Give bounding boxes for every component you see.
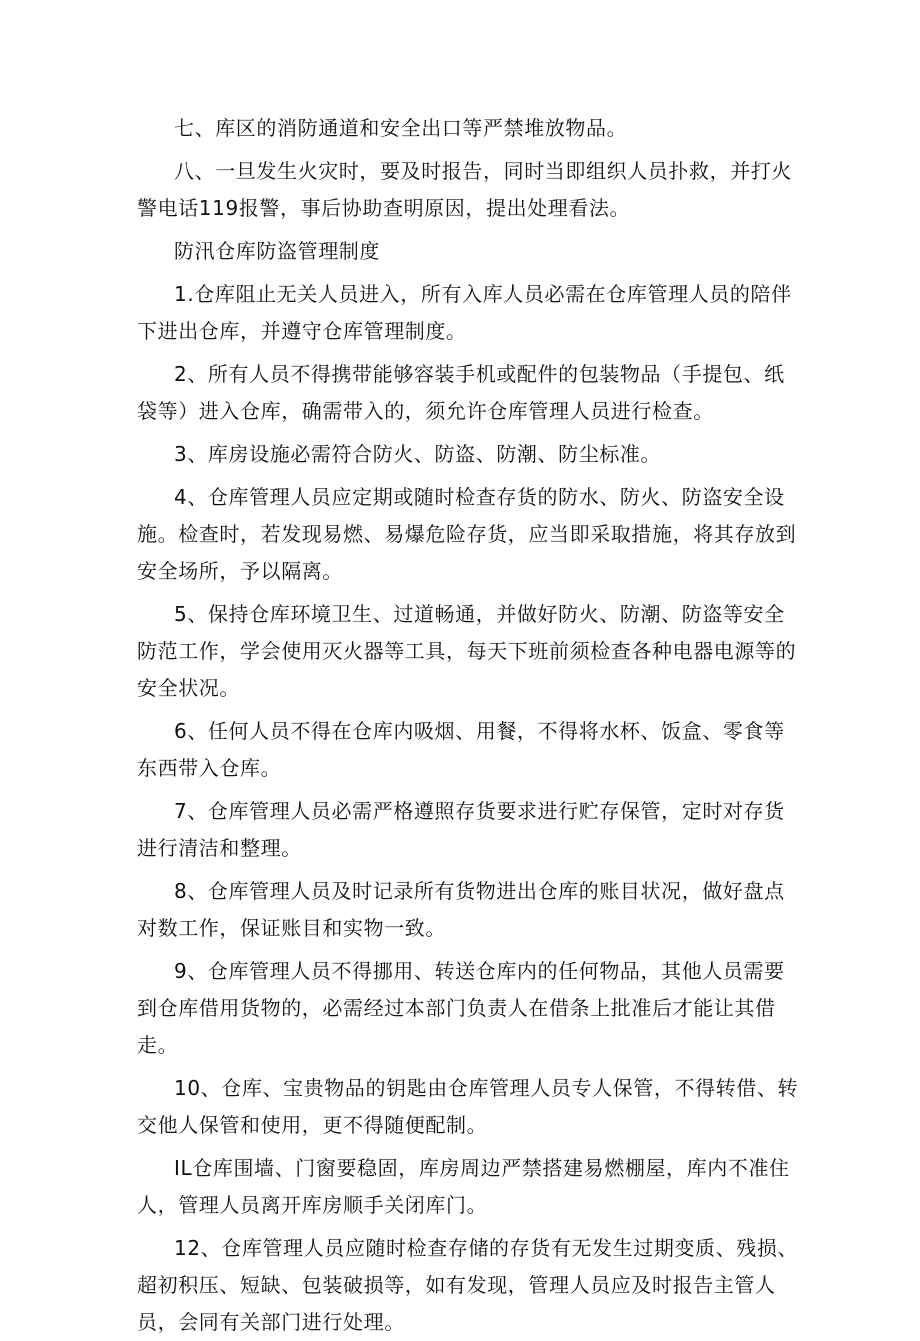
rule-item-9: 9、仓库管理人员不得挪用、转送仓库内的任何物品，其他人员需要到仓库借用货物的，必需经过本部门负责人在借条上批准后才能让其借走。 — [137, 959, 785, 1057]
paragraph-eight: 八、一旦发生火灾时，要及时报告，同时当即组织人员扑救，并打火警电话119报警，事后协助查明原因，提出处理看法。 — [137, 159, 792, 220]
rule-item-8: 8、仓库管理人员及时记录所有货物进出仓库的账目状况，做好盘点对数工作，保证账目和实物一致。 — [137, 879, 785, 940]
rule-item-2: 2、所有人员不得携带能够容装手机或配件的包装物品（手提包、纸袋等）进入仓库，确需带入的，须允许仓库管理人员进行检查。 — [137, 362, 785, 423]
paragraph-seven: 七、库区的消防通道和安全出口等严禁堆放物品。 — [174, 116, 628, 140]
rule-item-5: 5、保持仓库环境卫生、过道畅通，并做好防火、防潮、防盗等安全防范工作，学会使用灭火器等工具，每天下班前须检查各种电器电源等的安全状况。 — [137, 602, 797, 700]
rule-item-10: 10、仓库、宝贵物品的钥匙由仓库管理人员专人保管，不得转借、转交他人保管和使用，更不得随便配制。 — [137, 1076, 799, 1137]
rule-item-4: 4、仓库管理人员应定期或随时检查存货的防水、防火、防盗安全设施。检查时，若发现易燃、易爆危险存货，应当即采取措施，将其存放到安全场所，予以隔离。 — [137, 485, 797, 583]
rule-item-7: 7、仓库管理人员必需严格遵照存货要求进行贮存保管，定时对存货进行清洁和整理。 — [137, 799, 785, 860]
rule-item-12: 12、仓库管理人员应随时检查存储的存货有无发生过期变质、残损、超初积压、短缺、包装破损等，如有发现，管理人员应及时报告主管人员，会同有关部门进行处理。 — [137, 1236, 799, 1334]
rule-item-1: 1.仓库阻止无关人员进入，所有入库人员必需在仓库管理人员的陪伴下进出仓库，并遵守仓库管理制度。 — [137, 282, 792, 343]
section-heading: 防汛仓库防盗管理制度 — [174, 239, 380, 263]
document-body — [137, 110, 801, 1341]
rule-item-3: 3、库房设施必需符合防火、防盗、防潮、防尘标准。 — [174, 442, 662, 466]
rule-item-11: IL仓库围墙、门窗要稳固，库房周边严禁搭建易燃棚屋，库内不准住人，管理人员离开库房顺手关闭库门。 — [137, 1156, 790, 1217]
rule-item-6: 6、任何人员不得在仓库内吸烟、用餐，不得将水杯、饭盒、零食等东西带入仓库。 — [137, 719, 785, 780]
